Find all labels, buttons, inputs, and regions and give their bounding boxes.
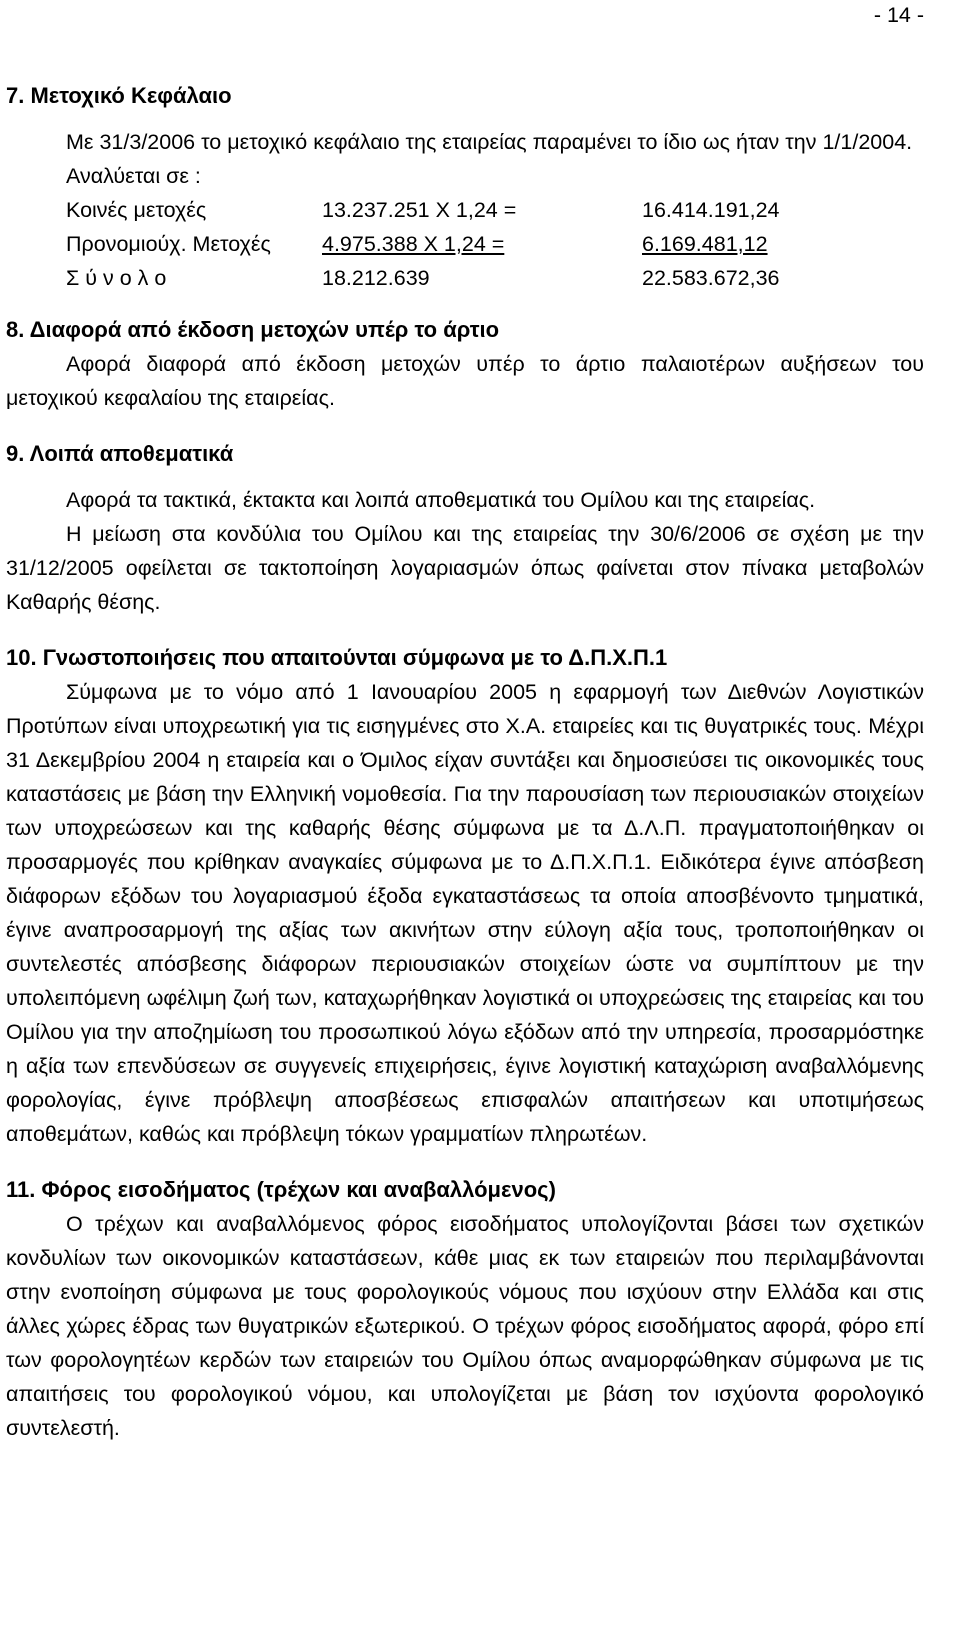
share-label: Προνομιούχ. Μετοχές — [66, 232, 271, 256]
share-total: 22.583.672,36 — [642, 266, 780, 290]
section-7-intro: Με 31/3/2006 το μετοχικό κεφάλαιο της εταιρείας παραμένει το ίδιο ως ήταν την 1/1/2004. — [66, 130, 913, 154]
share-calc: 18.212.639 — [322, 266, 430, 290]
section-10-heading: 10. Γνωστοποιήσεις που απαιτούνται σύμφωνα με το Δ.Π.Χ.Π.1 — [6, 645, 668, 670]
section-9-heading: 9. Λοιπά αποθεματικά — [6, 441, 234, 466]
share-row-preferred — [6, 227, 924, 261]
share-calc: 13.237.251 Χ 1,24 = — [322, 198, 517, 222]
share-calc: 4.975.388 Χ 1,24 = — [322, 232, 505, 256]
section-7-heading: 7. Μετοχικό Κεφάλαιο — [6, 83, 232, 108]
section-8-body: Αφορά διαφορά από έκδοση μετοχών υπέρ το άρτιο παλαιοτέρων αυξήσεων του μετοχικού κεφαλαίου της εταιρείας. — [6, 352, 924, 410]
share-label: Σ ύ ν ο λ ο — [66, 266, 167, 290]
share-total: 6.169.481,12 — [642, 232, 768, 256]
share-row-common — [6, 193, 924, 227]
share-label: Κοινές μετοχές — [66, 198, 207, 222]
section-8-heading: 8. Διαφορά από έκδοση μετοχών υπέρ το άρτιο — [6, 317, 500, 342]
document-body — [6, 79, 924, 1445]
section-9-body-2: Η μείωση στα κονδύλια του Ομίλου και της εταιρείας την 30/6/2006 σε σχέση με την 31/12/2005 οφείλεται σε τακτοποίηση λογαριασμών όπως φαίνεται στον πίνακα μεταβολών Καθαρής θέσης. — [6, 522, 924, 614]
section-11-body: Ο τρέχων και αναβαλλόμενος φόρος εισοδήματος υπολογίζονται βάσει των σχετικών κονδυλίων των οικονομικών καταστάσεων, κάθε μιας εκ των εταιρειών που περιλαμβάνονται στην ενοποίηση σύμφωνα με τους φορολογικούς νόμους που ισχύουν στην Ελλάδα και στις άλλες χώρες έδρας των θυγατρικών εξωτερικού. Ο τρέχων φόρος εισοδήματος αφορά, φόρο επί των φορολογητέων κερδών των εταιρειών του Ομίλου όπως αναμορφώθηκαν σύμφωνα με τις απαιτήσεις του φορολογικού νόμου, και υπολογίζεται με βάση τον ισχύοντα φορολογικό συντελεστή. — [6, 1212, 924, 1440]
section-11-heading: 11. Φόρος εισοδήματος (τρέχων και αναβαλλόμενος) — [6, 1177, 556, 1202]
section-10-body: Σύμφωνα με το νόμο από 1 Ιανουαρίου 2005 η εφαρμογή των Διεθνών Λογιστικών Προτύπων είναι υποχρεωτική για τις εισηγμένες στο Χ.Α. εταιρείες και τις θυγατρικές τους. Μέχρι 31 Δεκεμβρίου 2004 η εταιρεία και ο Όμιλος είχαν συντάξει και δημοσιεύσει τις οικονομικές τους καταστάσεις με βάση την Ελληνική νομοθεσία. Για την παρουσίαση των περιουσιακών στοιχείων των υποχρεώσεων και της καθαρής θέσης σύμφωνα με τα Δ.Λ.Π. πραγματοποιήθηκαν οι προσαρμογές που κρίθηκαν αναγκαίες σύμφωνα με το Δ.Π.Χ.Π.1. Ειδικότερα έγινε απόσβεση διάφορων εξόδων του λογαριασμού έξοδα εγκαταστάσεως τα οποία αποσβένοντο τμηματικά, έγινε αναπροσαρμογή της αξίας των ακινήτων στην εύλογη αξία τους, τροποποιήθηκαν οι συντελεστές απόσβεσης διάφορων περιουσιακών στοιχείων ώστε να συμπίπτουν με την υπολειπόμενη ωφέλιμη ζωή των, καταχωρήθηκαν λογιστικά οι υποχρεώσεις της εταιρείας και του Ομίλου για την αποζημίωση του προσωπικού λόγω εξόδων από την υπηρεσία, προσαρμόστηκε η αξία των επενδύσεων σε συγγενείς επιχειρήσεις, έγινε λογιστική καταχώριση αναβαλλόμενης φορολογίας, έγινε πρόβλεψη αποσβέσεως επισφαλών απαιτήσεων και υποτιμήσεως αποθεμάτων, καθώς και πρόβλεψη τόκων γραμματίων πληρωτέων. — [6, 680, 924, 1146]
section-9-body-1: Αφορά τα τακτικά, έκτακτα και λοιπά αποθεματικά του Ομίλου και της εταιρείας. — [66, 488, 816, 512]
share-total: 16.414.191,24 — [642, 198, 780, 222]
share-row-total — [6, 261, 924, 295]
analysis-label: Αναλύεται σε : — [66, 164, 201, 188]
page-number: - 14 - — [873, 3, 924, 27]
